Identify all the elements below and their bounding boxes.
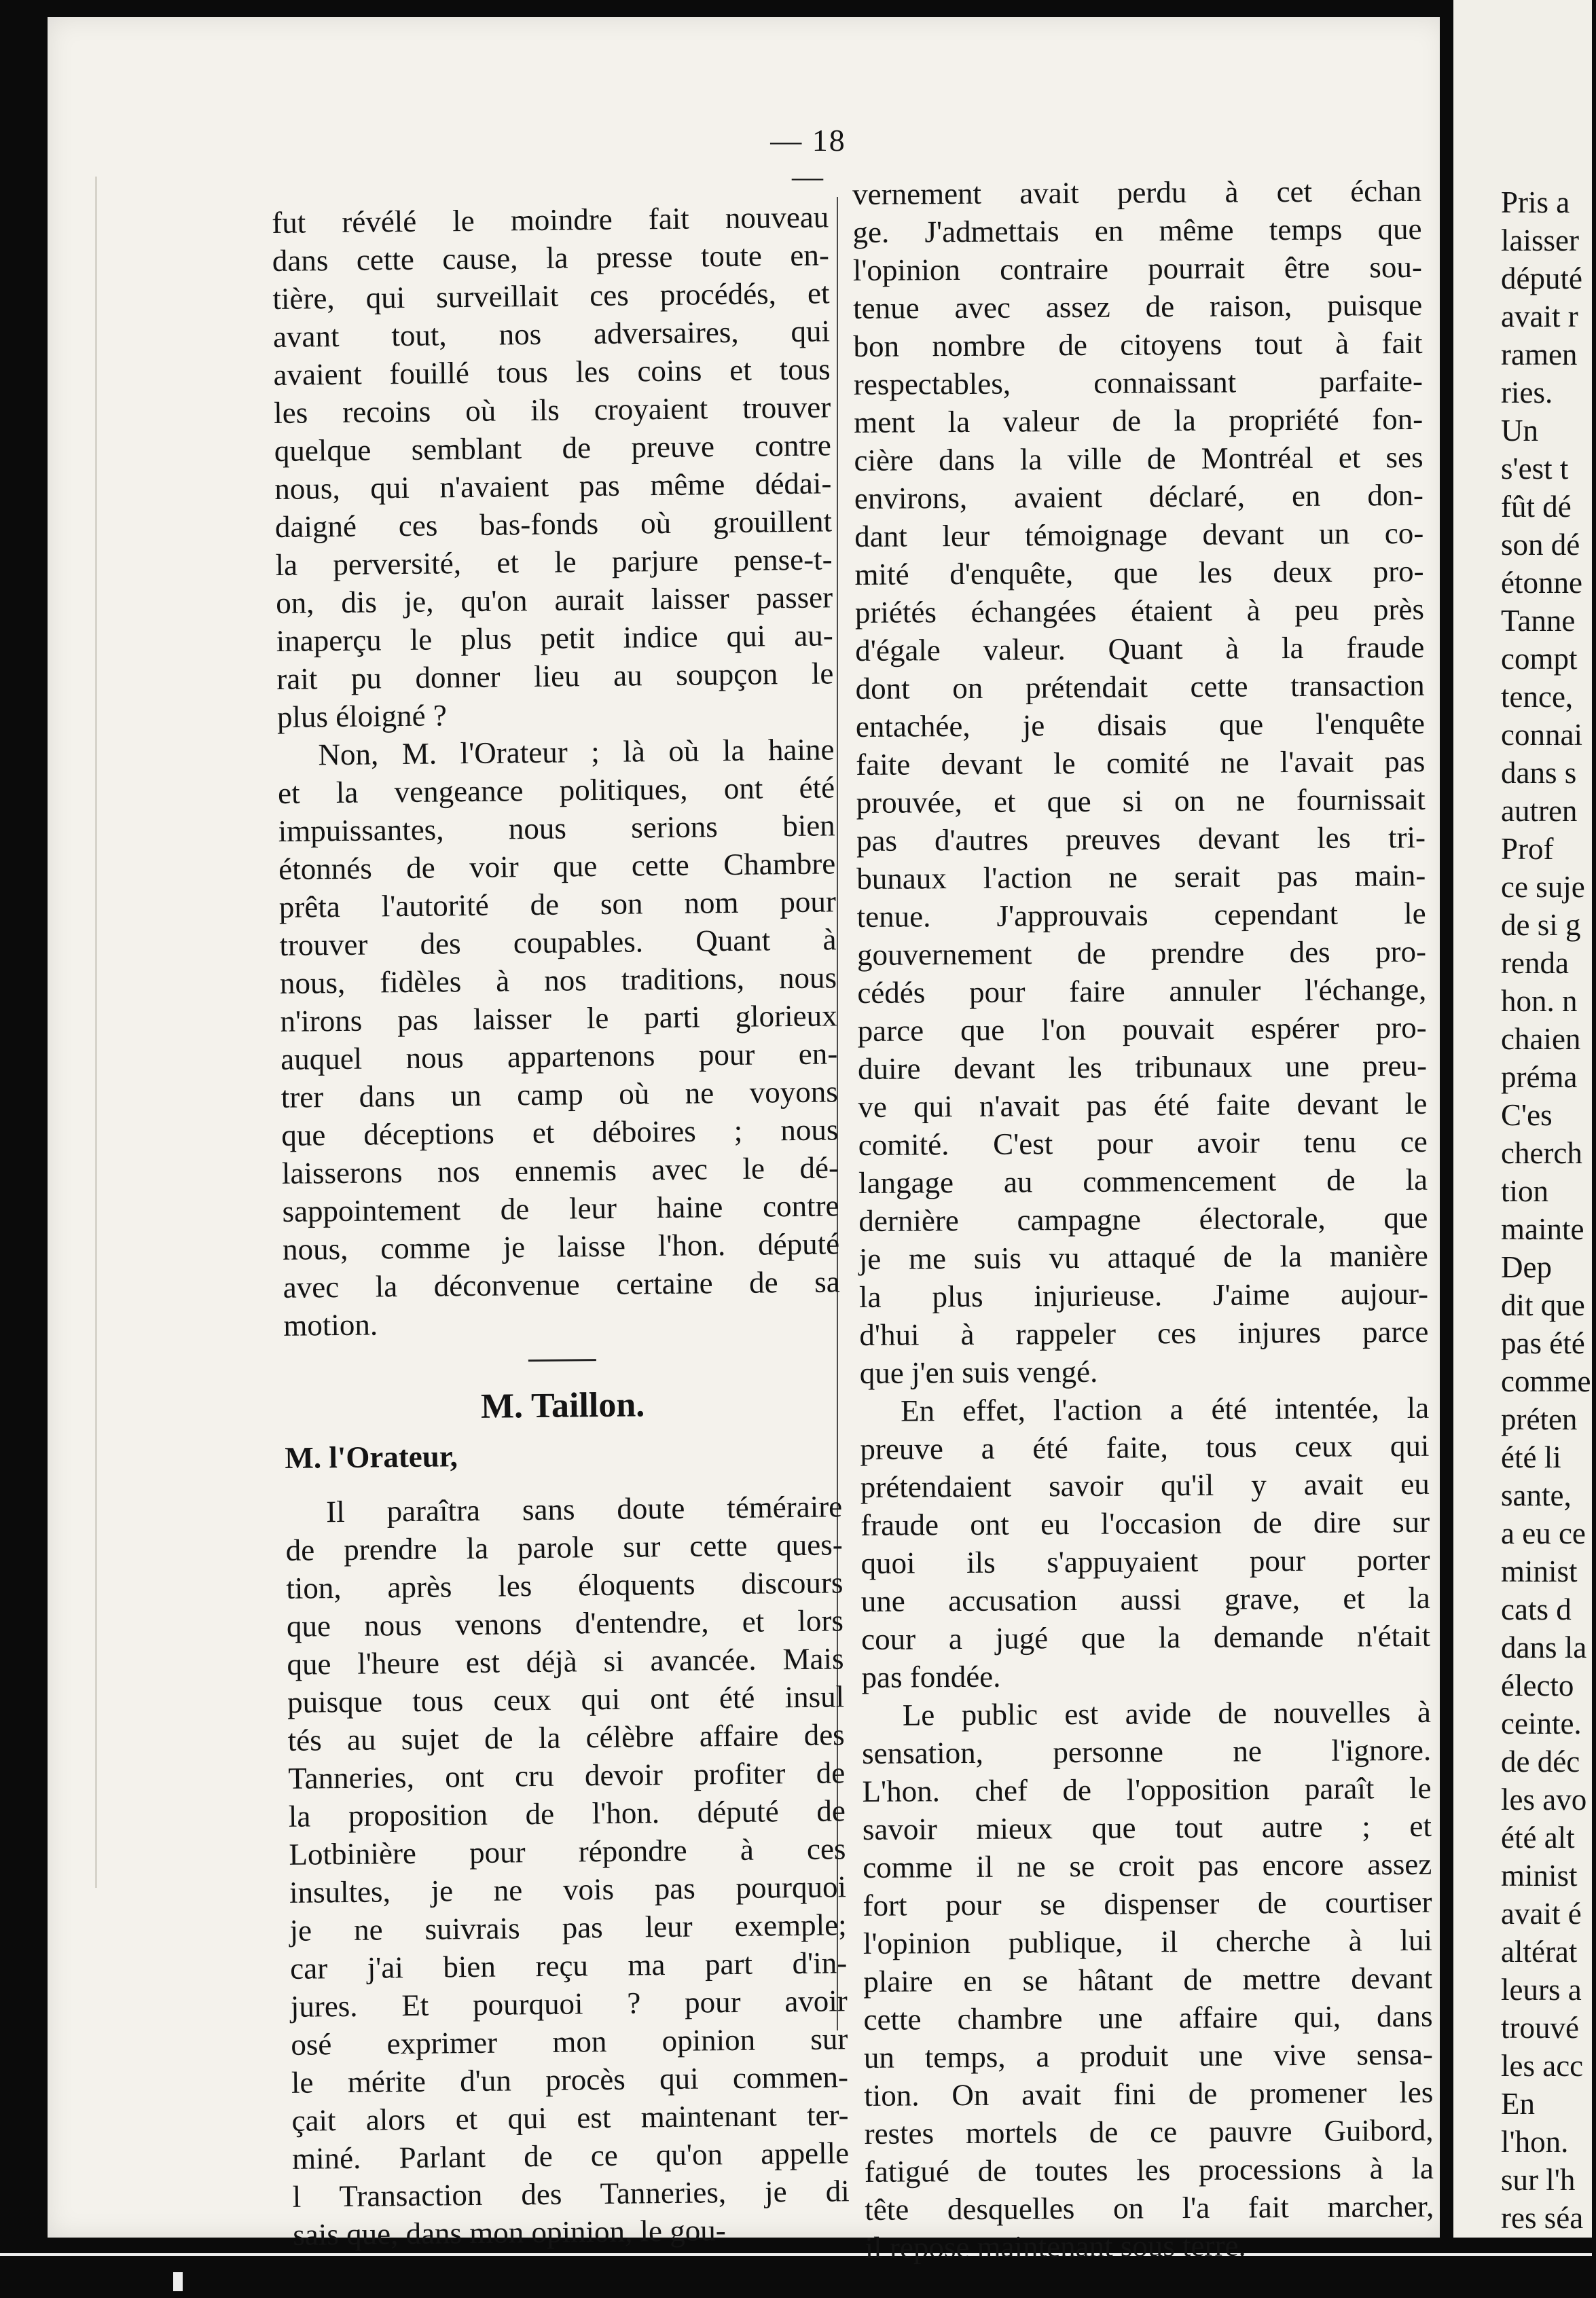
text-line: l'opinion contraire pourrait être sou-	[852, 249, 1422, 287]
page-number: — 18 —	[770, 123, 846, 194]
adjacent-text-line: avait é	[1501, 1897, 1582, 1931]
adjacent-text-line: dit que	[1501, 1288, 1585, 1322]
adjacent-text-line: les acc	[1501, 2049, 1584, 2083]
page-gutter-shadow	[95, 177, 97, 1888]
text-line: Tanneries, ont cru devoir profiter de	[288, 1755, 846, 1795]
adjacent-text-line: compt	[1501, 642, 1578, 676]
text-line: avec la déconvenue certaine de sa	[283, 1264, 840, 1305]
text-line: sensation, personne ne l'ignore.	[862, 1732, 1432, 1770]
text-line: cour a jugé que la demande n'était	[861, 1618, 1431, 1656]
adjacent-text-line: ce suje	[1501, 870, 1585, 904]
text-line: de prendre la parole sur cette ques-	[285, 1527, 843, 1567]
adjacent-text-line: Dep	[1501, 1250, 1552, 1284]
adjacent-text-line: ramen	[1501, 338, 1578, 371]
text-line: savoir mieux que tout autre ; et	[862, 1808, 1432, 1846]
text-line: les recoins où ils croyaient trouver	[273, 390, 831, 430]
text-line: le mérite d'un procès qui commen-	[291, 2060, 849, 2100]
text-line: tenue. J'approuvais cependant le	[856, 896, 1426, 934]
text-line: duire devant les tribunaux une preu-	[857, 1048, 1428, 1086]
text-line: trouver des coupables. Quant à	[279, 922, 837, 962]
text-line: sappointement de leur haine contre	[282, 1188, 839, 1228]
text-line: tenue avec assez de raison, puisque	[853, 287, 1423, 325]
text-line: gouvernement de prendre des pro-	[856, 934, 1427, 972]
text-line: tion. On avait fini de promener les	[864, 2075, 1434, 2113]
salutation-text: M. l'Orateur,	[285, 1439, 458, 1475]
text-line: entachée, je disais que l'enquête	[855, 706, 1426, 744]
adjacent-text-line: minist	[1501, 1859, 1578, 1893]
text-line: que l'heure est déjà si avancée. Mais	[287, 1641, 844, 1681]
text-line: dant leur témoignage devant un co-	[854, 515, 1424, 553]
text-line: je me suis vu attaqué de la manière	[858, 1238, 1428, 1276]
adjacent-text-line: étonne	[1501, 566, 1582, 600]
text-line: l'opinion publique, il cherche à lui	[863, 1922, 1433, 1960]
adjacent-text-line: électo	[1501, 1668, 1574, 1702]
speaker-heading: M. Taillon.	[480, 1385, 645, 1426]
adjacent-text-line: minist	[1501, 1554, 1578, 1588]
text-line: sais que, dans mon opinion, le gou-	[293, 2213, 726, 2252]
text-line: auquel nous appartenons pour en-	[280, 1036, 838, 1076]
left-column	[272, 198, 850, 2253]
text-line: cédés pour faire annuler l'échange,	[857, 972, 1427, 1010]
text-line: bon nombre de citoyens tout à fait	[853, 325, 1423, 363]
text-line: respectables, connaissant parfaite-	[853, 363, 1423, 401]
text-line: avaient fouillé tous les coins et tous	[273, 352, 831, 392]
text-line: puisque tous ceux qui ont été insul	[287, 1679, 845, 1719]
text-line: mité d'enquête, que les deux pro-	[854, 553, 1424, 591]
adjacent-text-line: dans s	[1501, 756, 1577, 790]
adjacent-text-line: trouvé	[1501, 2011, 1579, 2045]
text-line: preuve a été faite, tous ceux qui	[860, 1428, 1430, 1466]
adjacent-text-line: mainte	[1501, 1212, 1584, 1246]
adjacent-text-line: a eu ce	[1501, 1516, 1586, 1550]
text-line: ge. J'admettais en même temps que	[852, 211, 1422, 249]
adjacent-text-line: été li	[1501, 1440, 1561, 1474]
text-line: vernement avait perdu à cet échan	[852, 173, 1422, 211]
text-line: il repose maintenant sous terre.	[865, 2228, 1246, 2265]
text-line: rait pu donner lieu au soupçon le	[276, 656, 834, 696]
text-line: un temps, a produit une vive sensa-	[863, 2037, 1434, 2075]
text-line: laisserons nos ennemis avec le dé-	[281, 1150, 839, 1190]
adjacent-text-line: fût dé	[1501, 490, 1572, 524]
text-line: ment la valeur de la propriété fon-	[854, 401, 1423, 439]
adjacent-text-line: avait r	[1501, 299, 1578, 333]
adjacent-text-line: Un	[1501, 414, 1538, 448]
text-line: Non, M. l'Orateur ; là où la haine	[318, 732, 835, 772]
adjacent-text-line: s'est t	[1501, 452, 1569, 486]
adjacent-text-line: dans la	[1501, 1630, 1587, 1664]
text-line: miné. Parlant de ce qu'on appelle	[291, 2136, 850, 2176]
text-line: quoi ils s'appuyaient pour porter	[860, 1542, 1430, 1580]
text-line: comité. C'est pour avoir tenu ce	[858, 1124, 1428, 1162]
text-line: prêta l'autorité de son nom pour	[278, 884, 837, 924]
left-column-paragraphs	[272, 198, 841, 1344]
adjacent-text-line: Pris a	[1501, 185, 1570, 219]
text-line: que déceptions et déboires ; nous	[281, 1112, 839, 1152]
adjacent-text-line: renda	[1501, 946, 1569, 980]
text-line: n'irons pas laisser le parti glorieux	[280, 998, 837, 1038]
text-line: la perversité, et le parjure pense-t-	[275, 542, 833, 582]
adjacent-text-line: res séa	[1501, 2201, 1584, 2235]
text-line: Le public est avide de nouvelles à	[902, 1694, 1431, 1732]
text-line: fatigué de toutes les processions à la	[864, 2151, 1434, 2189]
adjacent-text-line: cherch	[1501, 1136, 1582, 1170]
adjacent-text-line: préma	[1501, 1060, 1578, 1094]
text-line: cière dans la ville de Montréal et ses	[854, 439, 1423, 477]
adjacent-text-line: pas été	[1501, 1326, 1585, 1360]
text-line: d'égale valeur. Quant à la fraude	[855, 630, 1425, 668]
text-line: fraude ont eu l'occasion de dire sur	[860, 1504, 1430, 1542]
text-line: l Transaction des Tanneries, je di	[292, 2174, 850, 2214]
section-rule	[528, 1359, 596, 1362]
text-line: je ne suivrais pas leur exemple;	[289, 1908, 847, 1948]
text-line: Lotbinière pour répondre à ces	[289, 1831, 846, 1872]
right-column	[852, 172, 1434, 2267]
text-line: car j'ai bien reçu ma part d'in-	[289, 1946, 848, 1986]
adjacent-text-line: chaien	[1501, 1022, 1581, 1056]
text-line: fort pour se dispenser de courtiser	[863, 1884, 1432, 1922]
text-line: trer dans un camp où ne voyons	[280, 1074, 838, 1114]
text-line: que nous venons d'entendre, et lors	[286, 1603, 844, 1643]
text-line: bunaux l'action ne serait pas main-	[856, 858, 1426, 896]
adjacent-text-line: son dé	[1501, 528, 1580, 562]
page-edge	[1440, 0, 1453, 2241]
adjacent-text-line: ceinte.	[1501, 1707, 1582, 1740]
left-column-speech	[285, 1487, 850, 2254]
adjacent-text-line: tence,	[1501, 680, 1574, 714]
adjacent-page-fragment	[1453, 0, 1592, 2241]
text-line: nous, fidèles à nos traditions, nous	[279, 960, 837, 1000]
adjacent-text-line: sur l'h	[1501, 2163, 1576, 2197]
adjacent-text-line: Prof	[1501, 832, 1554, 866]
text-line: avant tout, nos adversaires, qui	[272, 314, 831, 354]
text-line: impuissantes, nous serions bien	[278, 808, 835, 848]
adjacent-text-line: de déc	[1501, 1745, 1580, 1779]
text-line: osé exprimer mon opinion sur	[291, 2022, 848, 2062]
text-line: insultes, je ne vois pas pourquoi	[289, 1870, 847, 1910]
text-line: nous, comme je laisse l'hon. député	[282, 1226, 840, 1266]
text-line: ve qui n'avait pas été faite devant le	[858, 1086, 1428, 1124]
text-line: étonnés de voir que cette Chambre	[278, 846, 836, 886]
adjacent-text-line: C'es	[1501, 1098, 1553, 1132]
text-line: fut révélé le moindre fait nouveau	[272, 200, 829, 240]
text-line: priétés échangées étaient à peu près	[854, 591, 1425, 630]
text-line: pas fondée.	[861, 1659, 1001, 1694]
text-line: cette chambre une affaire qui, dans	[863, 1999, 1433, 2037]
adjacent-text-line: l'hon.	[1501, 2125, 1569, 2159]
text-line: d'hui à rappeler ces injures parce	[859, 1314, 1429, 1352]
adjacent-text-line: leurs a	[1501, 1973, 1582, 2007]
text-line: tête desquelles on l'a fait marcher,	[865, 2189, 1434, 2227]
text-line: que j'en suis vengé.	[859, 1354, 1098, 1390]
text-line: daigné ces bas-fonds où grouillent	[274, 504, 833, 544]
adjacent-text-line: ries.	[1501, 376, 1553, 409]
text-line: on, dis je, qu'on aurait laisser passer	[275, 580, 833, 620]
scan-bottom-mark	[173, 2272, 183, 2291]
adjacent-text-line: député	[1501, 261, 1582, 295]
text-line: langage au commencement de la	[858, 1162, 1428, 1200]
text-line: inaperçu le plus petit indice qui au-	[276, 618, 833, 658]
text-line: restes mortels de ce pauvre Guibord,	[864, 2113, 1434, 2151]
text-line: la plus injurieuse. J'aime aujour-	[858, 1276, 1429, 1314]
text-line: nous, qui n'avaient pas même dédai-	[274, 466, 832, 506]
text-line: En effet, l'action a été intentée, la	[900, 1390, 1430, 1428]
text-line: une accusation aussi grave, et la	[860, 1580, 1430, 1618]
text-line: quelque semblant de preuve contre	[274, 428, 832, 468]
text-line: pas d'autres preuves devant les tri-	[856, 820, 1426, 858]
text-line: environs, avaient déclaré, en don-	[854, 477, 1424, 515]
text-line: et la vengeance politiques, ont été	[277, 770, 835, 810]
adjacent-text-line: Tanne	[1501, 604, 1576, 638]
adjacent-text-line: les avo	[1501, 1783, 1587, 1817]
text-line: faite devant le comité ne l'avait pas	[856, 744, 1426, 782]
adjacent-text-line: altérat	[1501, 1935, 1578, 1969]
text-line: çait alors et qui est maintenant ter-	[291, 2098, 849, 2138]
text-line: motion.	[283, 1307, 378, 1343]
adjacent-text-line: tion	[1501, 1174, 1549, 1208]
adjacent-text-line: connai	[1501, 718, 1582, 752]
adjacent-text-line: laisser	[1501, 223, 1579, 257]
text-line: plus éloigné ?	[276, 698, 448, 734]
text-line: tés au sujet de la célèbre affaire des	[287, 1717, 845, 1757]
text-line: prouvée, et que si on ne fournissait	[856, 782, 1426, 820]
text-line: la proposition de l'hon. député de	[288, 1793, 846, 1834]
text-line: comme il ne se croit pas encore assez	[863, 1846, 1432, 1884]
text-line: parce que l'on pouvait espérer pro-	[857, 1010, 1427, 1048]
adjacent-text-line: cats d	[1501, 1592, 1572, 1626]
text-line: L'hon. chef de l'opposition paraît le	[862, 1770, 1432, 1808]
text-line: plaire en se hâtant de mettre devant	[863, 1960, 1433, 1999]
adjacent-page-text	[1501, 183, 1596, 2275]
adjacent-text-line: été alt	[1501, 1821, 1575, 1855]
adjacent-text-line: de si g	[1501, 908, 1581, 942]
adjacent-text-line: autren	[1501, 794, 1578, 828]
text-line: prétendaient savoir qu'il y avait eu	[860, 1466, 1430, 1504]
salutation	[285, 1433, 842, 1477]
adjacent-text-line: préten	[1501, 1402, 1578, 1436]
adjacent-text-line: En	[1501, 2087, 1535, 2121]
text-line: dernière campagne électorale, que	[858, 1200, 1428, 1238]
adjacent-text-line: comme	[1501, 1364, 1591, 1398]
text-line: tion, après les éloquents discours	[286, 1565, 844, 1605]
right-column-paragraphs	[852, 172, 1434, 2267]
adjacent-text-line: sante,	[1501, 1478, 1572, 1512]
text-line: dans cette cause, la presse toute en-	[272, 238, 830, 278]
text-line: dont on prétendait cette transaction	[855, 668, 1425, 706]
text-line: tière, qui surveillait ces procédés, et	[272, 276, 830, 316]
text-line: jures. Et pourquoi ? pour avoir	[290, 1984, 848, 2024]
text-line: Il paraîtra sans doute téméraire	[325, 1489, 843, 1529]
adjacent-text-line: hon. n	[1501, 984, 1578, 1018]
